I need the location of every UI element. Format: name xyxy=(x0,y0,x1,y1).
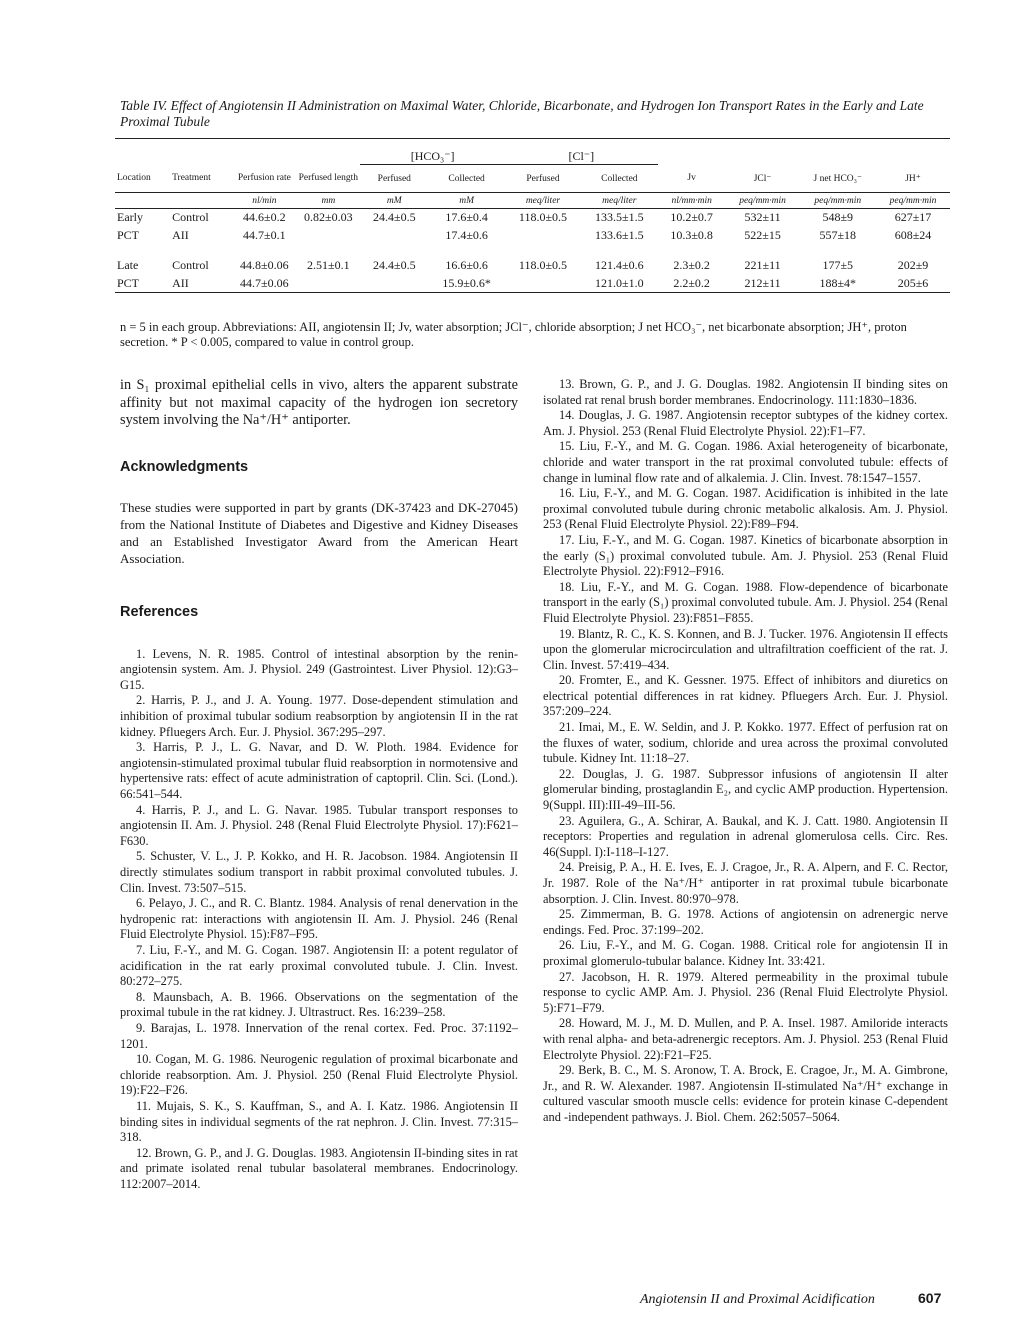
reference-item: 26. Liu, F.-Y., and M. G. Cogan. 1988. Critical role for angiotensin II in proximal glomerulo-tubular balance. Kidney Int. 33:421. xyxy=(543,938,948,968)
table-cell: 522±15 xyxy=(744,228,781,242)
column-header-row xyxy=(115,165,950,193)
reference-item: 17. Liu, F.-Y., and M. G. Cogan. 1987. Kinetics of bicarbonate absorption in the early (S₁) proximal convoluted tubule. Am. J. Physiol. 253 (Renal Fluid Electrolyte Physiol. 22):F912–F916. xyxy=(543,532,948,579)
reference-item: 3. Harris, P. J., L. G. Navar, and D. W. Ploth. 1984. Evidence for angiotensin-stimulated proximal tubular fluid reabsorption in normotensive and hypertensive rats: effect of acute administration of captopril. Clin. Sci. (Lond.). 66:541–544. xyxy=(120,740,518,802)
table-cell xyxy=(296,275,360,293)
table-cell: 44.6±0.2 xyxy=(243,210,286,225)
table-cell: Early xyxy=(117,210,143,225)
reference-item: 6. Pelayo, J. C., and R. C. Blantz. 1984. Analysis of renal denervation in the hydropenic rat: interactions with angiotensin II. Am. J. Physiol. 246 (Renal Fluid Electrolyte Physiol. 15):F87–F95. xyxy=(120,896,518,942)
reference-item: 28. Howard, M. J., M. D. Mullen, and P. A. Insel. 1987. Amiloride interacts with renal alpha- and beta-adrenergic receptors. Am. J. Physiol. 253 (Renal Fluid Electrolyte Physiol. 22):F21–F25. xyxy=(543,1016,948,1062)
column-header: Collected xyxy=(601,173,638,184)
reference-item: 10. Cogan, M. G. 1986. Neurogenic regulation of proximal bicarbonate and chloride reabsorption. Am. J. Physiol. 250 (Renal Fluid Electrolyte Physiol. 19):F22–F26. xyxy=(120,1052,518,1098)
data-table xyxy=(115,138,950,297)
table-cell: PCT xyxy=(117,275,140,290)
table-cell: 15.9±0.6* xyxy=(442,275,491,290)
page-number: 607 xyxy=(918,1290,942,1306)
table-cell: AII xyxy=(172,275,189,290)
table-cell: 532±11 xyxy=(744,210,781,225)
table-cell: 188±4* xyxy=(819,275,857,290)
table-cell xyxy=(296,227,360,245)
table-cell xyxy=(360,275,428,293)
reference-item: 21. Imai, M., E. W. Seldin, and J. P. Kokko. 1977. Effect of perfusion rat on the fluxes of water, sodium, chloride and urea across the proximal convoluted tubule. Kidney Int. 11:18–27. xyxy=(543,720,948,766)
column-header: Perfused xyxy=(526,173,560,184)
unit-cell: meq/liter xyxy=(602,195,637,206)
table-row xyxy=(115,275,950,293)
column-header: Perfusion rate xyxy=(237,173,291,184)
unit-cell: mM xyxy=(459,195,474,206)
table-cell: 212±11 xyxy=(744,275,781,290)
column-header: JCl⁻ xyxy=(753,173,772,184)
table-row xyxy=(115,209,950,227)
reference-item: 9. Barajas, L. 1978. Innervation of the renal cortex. Fed. Proc. 37:1192–1201. xyxy=(120,1020,518,1051)
column-header: Perfused length xyxy=(298,173,359,184)
column-header: JH⁺ xyxy=(905,173,921,184)
table-cell: 133.5±1.5 xyxy=(595,210,644,225)
table-cell xyxy=(360,227,428,245)
table-cell: 121.4±0.6 xyxy=(595,258,644,272)
table-footnote: n = 5 in each group. Abbreviations: AII, angiotensin II; Jv, water absorption; JCl⁻, chloride absorption; J net HCO₃⁻, net bicarbonate absorption; JH⁺, proton secretion. * P < 0.005, compared to value in control group. xyxy=(120,320,907,349)
reference-item: 15. Liu, F.-Y., and M. G. Cogan. 1986. Axial heterogeneity of bicarbonate, chloride and water transport in the rat proximal convoluted tubule: effects of change in luminal flow rate and of alkalemia. J. Clin. Invest. 78:1547–1557. xyxy=(543,439,948,485)
group-header-cl: [Cl⁻] xyxy=(505,139,658,165)
table-cell: 118.0±0.5 xyxy=(518,210,568,225)
unit-cell: mm xyxy=(321,195,336,206)
unit-cell xyxy=(170,193,232,209)
unit-row xyxy=(115,193,950,209)
reference-item: 11. Mujais, S. K., S. Kauffman, S., and A. I. Katz. 1986. Angiotensin II binding sites in individual segments of the rat nephron. J. Clin. Invest. 77:315–318. xyxy=(120,1098,518,1145)
reference-item: 22. Douglas, J. G. 1987. Subpressor infusions of angiotensin II alter glomerular binding, prostaglandin E₂, and cyclic AMP production. Hypertension. 9(Suppl. III):III-49–III-56. xyxy=(543,766,948,813)
table-cell: 44.7±0.1 xyxy=(243,228,286,242)
right-column xyxy=(543,377,948,1126)
table-cell: 2.51±0.1 xyxy=(307,258,350,272)
table-cell: 10.2±0.7 xyxy=(670,210,713,225)
reference-item: 14. Douglas, J. G. 1987. Angiotensin receptor subtypes of the kidney cortex. Am. J. Physiol. 253 (Renal Fluid Electrolyte Physiol. 22):F1–F7. xyxy=(543,408,948,438)
table-cell: 202±9 xyxy=(897,258,929,272)
table-cell: 44.7±0.06 xyxy=(240,275,289,290)
reference-item: 12. Brown, G. P., and J. G. Douglas. 1983. Angiotensin II-binding sites in rat and primate isolated renal tubular basolateral membranes. Endocrinology. 112:2007–2014. xyxy=(120,1145,518,1191)
table-cell: 205±6 xyxy=(897,275,929,290)
table-cell: 221±11 xyxy=(744,258,781,272)
table-cell xyxy=(505,227,581,245)
unit-cell: peq/mm·min xyxy=(889,195,937,206)
column-header: Treatment xyxy=(172,173,211,184)
column-header: Jv xyxy=(687,173,696,184)
reference-item: 8. Maunsbach, A. B. 1966. Observations on the segmentation of the proximal tubule in the rat kidney. J. Ultrastruct. Res. 16:239–258. xyxy=(120,989,518,1020)
reference-item: 23. Aguilera, G., A. Schirar, A. Baukal, and K. J. Catt. 1980. Angiotensin II receptors: Properties and regulation in adrenal glomerulosa cells. Circ. Res. 46(Suppl. I):I-118–I-127. xyxy=(543,813,948,859)
table-cell: 24.4±0.5 xyxy=(373,210,416,225)
table-cell: 2.2±0.2 xyxy=(673,275,710,290)
table-cell: 557±18 xyxy=(819,228,857,242)
reference-item: 27. Jacobson, H. R. 1979. Altered permeability in the proximal tubule response to cyclic AMP. Am. J. Physiol. 236 (Renal Fluid Electrolyte Physiol. 5):F71–F79. xyxy=(543,969,948,1015)
table-cell: Control xyxy=(172,258,209,272)
reference-list xyxy=(120,647,518,1193)
running-title: Angiotensin II and Proximal Acidification xyxy=(640,1292,875,1307)
column-header: Location xyxy=(117,173,151,184)
table-cell: 0.82±0.03 xyxy=(304,210,353,225)
column-header: J net HCO₃⁻ xyxy=(813,173,862,184)
references-heading: References xyxy=(120,604,199,621)
unit-cell: peq/mm·min xyxy=(739,195,786,206)
reference-item: 7. Liu, F.-Y., and M. G. Cogan. 1987. Angiotensin II: a potent regulator of acidification in the rat early proximal convoluted tubule. J. Clin. Invest. 80:272–275. xyxy=(120,942,518,989)
unit-cell: nl/min xyxy=(252,195,277,206)
reference-item: 20. Fromter, E., and K. Gessner. 1975. Effect of inhibitors and diuretics on electrical potential differences in rat kidney. Pfluegers Arch. Eur. J. Physiol. 357:209–224. xyxy=(543,673,948,719)
table-cell: 2.3±0.2 xyxy=(673,258,710,272)
table-cell: 17.4±0.6 xyxy=(445,228,488,242)
table-cell: 44.8±0.06 xyxy=(240,258,289,272)
table-row xyxy=(115,257,950,275)
table-cell: 177±5 xyxy=(822,258,854,272)
unit-cell: mM xyxy=(386,195,402,206)
reference-item: 24. Preisig, P. A., H. E. Ives, E. J. Cragoe, Jr., R. A. Alpern, and F. C. Rector, Jr. 1987. Role of the Na⁺/H⁺ antiporter in rat proximal tubule bicarbonate absorption. J. Clin. Invest. 80:970–978. xyxy=(543,860,948,906)
table-cell: 608±24 xyxy=(894,228,932,242)
table-cell: PCT xyxy=(117,228,140,242)
table-cell: 627±17 xyxy=(894,210,932,225)
reference-item: 29. Berk, B. C., M. S. Aronow, T. A. Brock, E. Cragoe, Jr., M. A. Gimbrone, Jr., and R. W. Alexander. 1987. Angiotensin II-stimulated Na⁺/H⁺ exchange in cultured vascular smooth muscle cells: evidence for protein kinase C-dependent and -independent pathways. J. Biol. Chem. 262:5057–5064. xyxy=(543,1063,948,1124)
table-caption: Table IV. Effect of Angiotensin II Administration on Maximal Water, Chloride, Bicarbonate, and Hydrogen Ion Transport Rates in the Early and Late Proximal Tubule xyxy=(120,98,924,129)
reference-item: 2. Harris, P. J., and J. A. Young. 1977. Dose-dependent stimulation and inhibition of proximal tubular sodium reabsorption by angiotensin II in the rat kidney. Pfluegers Arch. Eur. J. Physiol. 367:295–297. xyxy=(120,693,518,739)
reference-item: 1. Levens, N. R. 1985. Control of intestinal absorption by the renin-angiotensin system. Am. J. Physiol. 249 (Gastrointest. Liver Physiol. 12):G3–G15. xyxy=(120,646,518,692)
unit-cell: nl/mm·min xyxy=(671,195,712,206)
unit-cell: peq/mm·min xyxy=(814,195,862,206)
group-header-hco3: [HCO₃⁻] xyxy=(360,139,505,165)
reference-item: 5. Schuster, V. L., J. P. Kokko, and H. R. Jacobson. 1984. Angiotensin II directly stimulates sodium transport in rabbit proximal convoluted tubules. J. Clin. Invest. 73:507–515. xyxy=(120,849,518,895)
reference-item: 4. Harris, P. J., and L. G. Navar. 1985. Tubular transport responses to angiotensin II. Am. J. Physiol. 248 (Renal Fluid Electrolyte Physiol. 17):F621–F630. xyxy=(120,802,518,848)
reference-item: 13. Brown, G. P., and J. G. Douglas. 1982. Angiotensin II binding sites on isolated rat renal brush border membranes. Endocrinology. 111:1830–1836. xyxy=(543,377,948,407)
table-cell: Late xyxy=(117,258,139,272)
table-cell: Control xyxy=(172,210,209,225)
column-header: Collected xyxy=(448,173,485,184)
reference-item: 18. Liu, F.-Y., and M. G. Cogan. 1988. Flow-dependence of bicarbonate transport in the early (S₁) proximal convoluted tubule. Am. J. Physiol. 254 (Renal Fluid Electrolyte Physiol. 23):F851–F855. xyxy=(543,579,948,625)
table-cell: 24.4±0.5 xyxy=(373,258,416,272)
table-row xyxy=(115,227,950,245)
reference-item: 19. Blantz, R. C., K. S. Konnen, and B. J. Tucker. 1976. Angiotensin II effects upon the glomerular microcirculation and ultrafiltration coefficient of the rat. J. Clin. Invest. 57:419–434. xyxy=(543,626,948,672)
table-cell: 133.6±1.5 xyxy=(595,228,644,242)
unit-cell: meq/liter xyxy=(525,195,561,206)
left-column xyxy=(120,377,518,1192)
table-cell: 16.6±0.6 xyxy=(445,258,488,272)
table-cell: 121.0±1.0 xyxy=(595,275,644,290)
reference-item: 16. Liu, F.-Y., and M. G. Cogan. 1987. Acidification is inhibited in the late proximal convoluted tubule during chronic metabolic alkalosis. Am. J. Physiol. 253 (Renal Fluid Electrolyte Physiol. 22):F89–F94. xyxy=(543,486,948,532)
acknowledgments-heading: Acknowledgments xyxy=(120,458,249,475)
table-cell: AII xyxy=(172,228,189,242)
table-cell: 548±9 xyxy=(822,210,854,225)
reference-item: 25. Zimmerman, B. G. 1978. Actions of angiotensin on adrenergic nerve endings. Fed. Proc. 37:199–202. xyxy=(543,907,948,937)
table-cell xyxy=(505,275,581,293)
intro-paragraph: in S₁ proximal epithelial cells in vivo, alters the apparent substrate affinity but not maximal capacity of the hydrogen ion secretory system involving the Na⁺/H⁺ antiporter. xyxy=(120,377,518,428)
table-cell: 17.6±0.4 xyxy=(445,210,488,225)
column-header: Perfused xyxy=(377,173,411,184)
acknowledgments-text: These studies were supported in part by grants (DK-37423 and DK-27045) from the National Institute of Diabetes and Digestive and Kidney Diseases and an Established Investigator Award from the American Heart Association. xyxy=(120,500,518,567)
table-cell: 10.3±0.8 xyxy=(670,228,713,242)
table-cell: 118.0±0.5 xyxy=(518,258,568,272)
unit-cell xyxy=(115,193,170,209)
